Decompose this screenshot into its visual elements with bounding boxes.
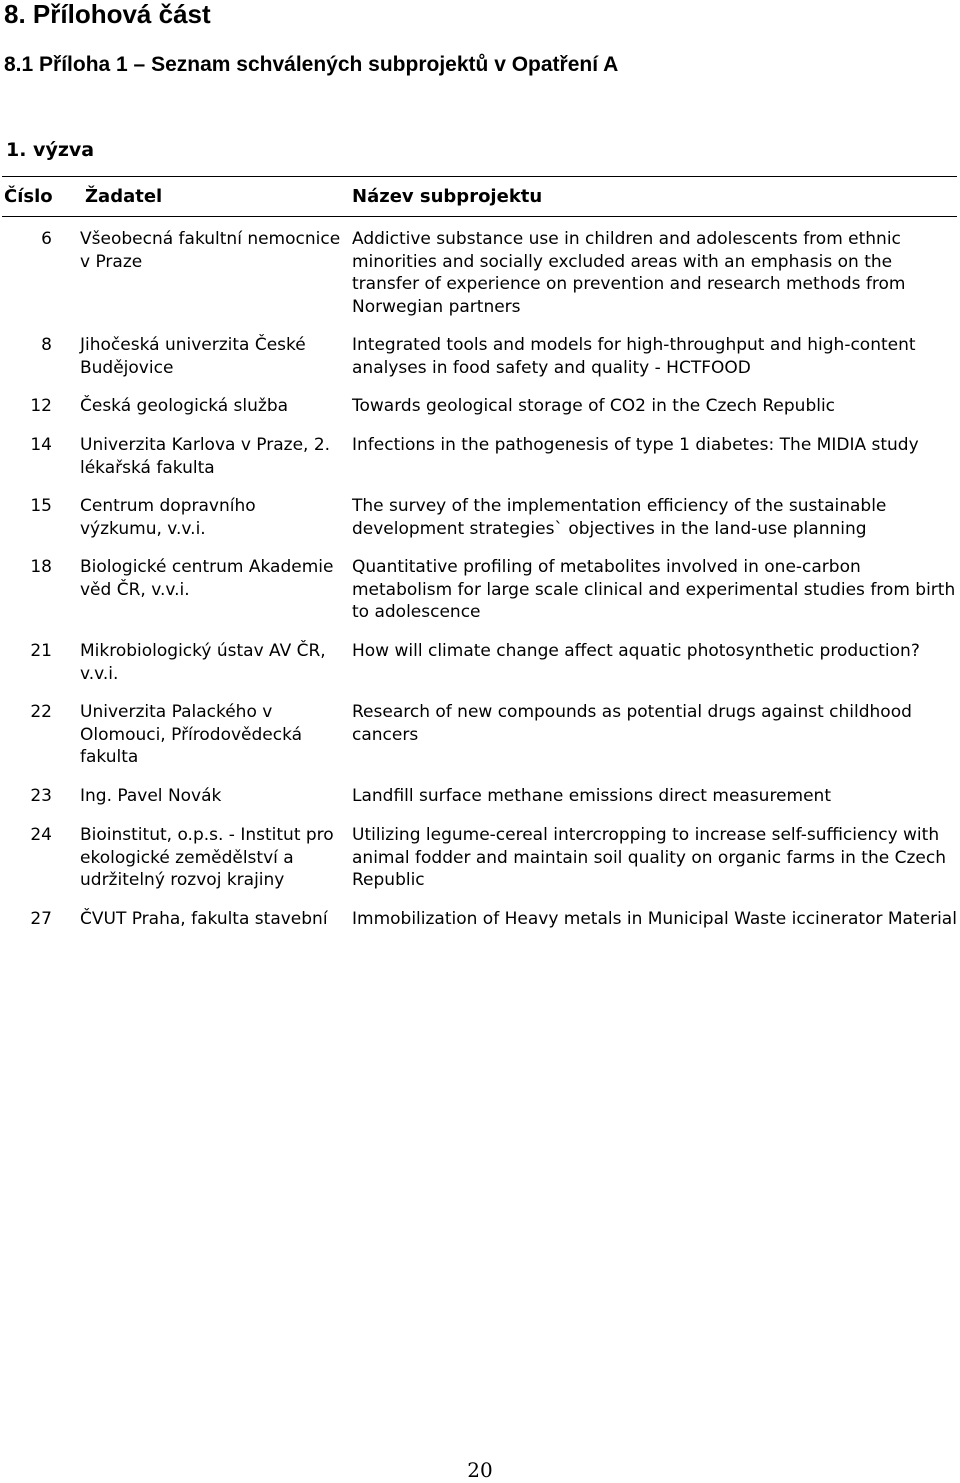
row-number: 18 bbox=[30, 557, 52, 577]
subproject-table-body bbox=[0, 228, 960, 931]
row-number: 27 bbox=[30, 909, 52, 929]
row-subproject-title: The survey of the implementation efficiency of the sustainable development strategies` objectives in the land-use planning bbox=[352, 496, 887, 539]
page-number: 20 bbox=[467, 1458, 493, 1482]
table-row bbox=[0, 785, 960, 808]
table-row bbox=[0, 640, 960, 685]
column-header-title: Název subprojektu bbox=[352, 186, 543, 207]
row-applicant: Mikrobiologický ústav AV ČR, v.v.i. bbox=[80, 641, 326, 684]
row-number: 21 bbox=[30, 641, 52, 661]
row-subproject-title: Towards geological storage of CO2 in the Czech Republic bbox=[352, 396, 836, 416]
row-applicant: Biologické centrum Akademie věd ČR, v.v.i. bbox=[80, 557, 334, 600]
column-header-applicant: Žadatel bbox=[85, 186, 163, 207]
call-heading: 1. výzva bbox=[6, 139, 95, 161]
row-subproject-title: Research of new compounds as potential drugs against childhood cancers bbox=[352, 702, 912, 745]
row-subproject-title: Quantitative profiling of metabolites involved in one-carbon metabolism for large scale clinical and experimental studies from birth to adolescence bbox=[352, 557, 956, 622]
row-number: 23 bbox=[30, 786, 52, 806]
section-heading: 8.1 Příloha 1 – Seznam schválených subprojektů v Opatření A bbox=[4, 53, 619, 76]
table-row bbox=[0, 228, 960, 318]
row-applicant: Ing. Pavel Novák bbox=[80, 786, 222, 806]
row-subproject-title: Addictive substance use in children and adolescents from ethnic minorities and socially excluded areas with an emphasis on the transfer of experience on prevention and research methods from Norwegian partners bbox=[352, 229, 906, 317]
table-row bbox=[0, 434, 960, 479]
row-applicant: Všeobecná fakultní nemocnice v Praze bbox=[80, 229, 341, 272]
table-row bbox=[0, 334, 960, 379]
row-applicant: Univerzita Palackého v Olomouci, Přírodovědecká fakulta bbox=[80, 702, 303, 767]
table-row bbox=[0, 701, 960, 769]
row-applicant: ČVUT Praha, fakulta stavební bbox=[80, 909, 328, 929]
row-number: 12 bbox=[30, 396, 52, 416]
row-subproject-title: Immobilization of Heavy metals in Municipal Waste iccinerator Material bbox=[352, 909, 957, 929]
row-applicant: Univerzita Karlova v Praze, 2. lékařská fakulta bbox=[80, 435, 331, 478]
row-applicant: Jihočeská univerzita České Budějovice bbox=[80, 335, 306, 378]
column-header-number: Číslo bbox=[4, 186, 53, 207]
table-row bbox=[0, 495, 960, 540]
row-number: 8 bbox=[41, 335, 52, 355]
row-applicant: Bioinstitut, o.p.s. - Institut pro ekologické zemědělství a udržitelný rozvoj krajiny bbox=[80, 825, 334, 890]
row-number: 22 bbox=[30, 702, 52, 722]
table-row bbox=[0, 908, 960, 931]
row-subproject-title: Infections in the pathogenesis of type 1 diabetes: The MIDIA study bbox=[352, 435, 919, 455]
row-number: 15 bbox=[30, 496, 52, 516]
row-number: 14 bbox=[30, 435, 52, 455]
table-row bbox=[0, 824, 960, 892]
row-subproject-title: Landfill surface methane emissions direct measurement bbox=[352, 786, 831, 806]
row-number: 24 bbox=[30, 825, 52, 845]
chapter-heading: 8. Přílohová část bbox=[4, 0, 211, 29]
row-subproject-title: Integrated tools and models for high-throughput and high-content analyses in food safety and quality - HCTFOOD bbox=[352, 335, 916, 378]
row-number: 6 bbox=[41, 229, 52, 249]
row-applicant: Centrum dopravního výzkumu, v.v.i. bbox=[80, 496, 256, 539]
table-top-rule bbox=[2, 176, 957, 177]
row-subproject-title: Utilizing legume-cereal intercropping to increase self-sufficiency with animal fodder and maintain soil quality on organic farms in the Czech Republic bbox=[352, 825, 946, 890]
table-header-rule bbox=[2, 216, 957, 217]
row-applicant: Česká geologická služba bbox=[80, 396, 289, 416]
table-row bbox=[0, 395, 960, 418]
table-row bbox=[0, 556, 960, 624]
row-subproject-title: How will climate change affect aquatic photosynthetic production? bbox=[352, 641, 920, 661]
